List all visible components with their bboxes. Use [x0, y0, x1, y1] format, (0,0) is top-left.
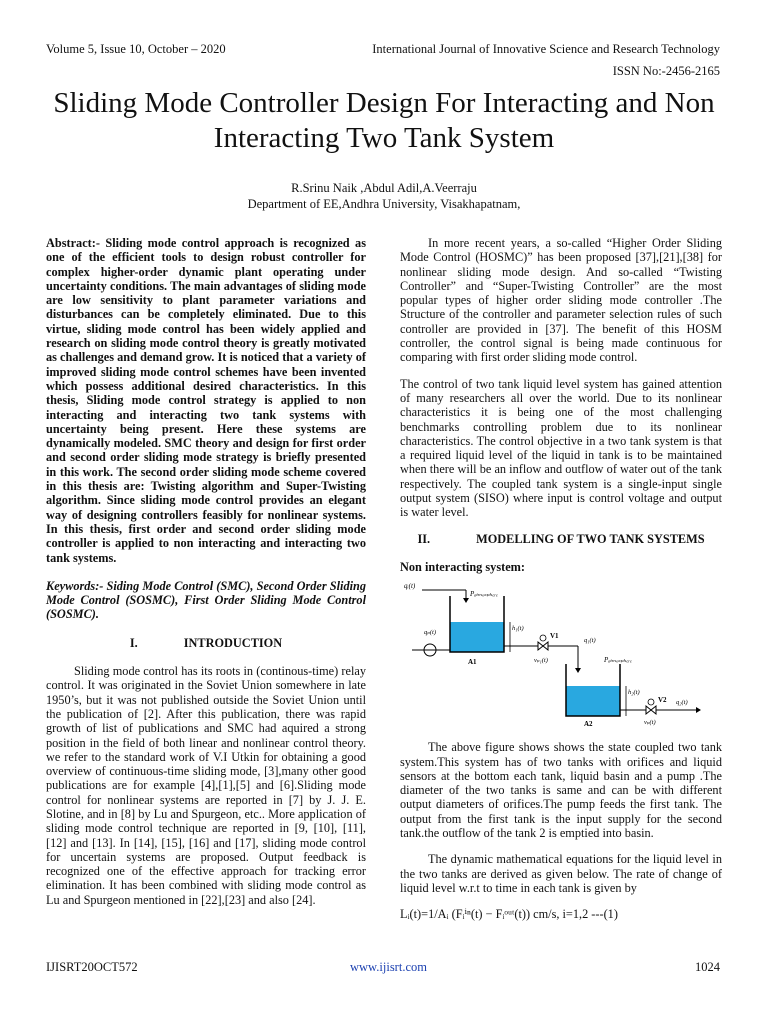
header-volume: Volume 5, Issue 10, October – 2020 — [46, 42, 226, 56]
label-v1: V1 — [550, 632, 559, 641]
equation-1: Lᵢ(t)=1/Aᵢ (Fᵢⁱⁿ(t) − Fᵢᵒᵘᵗ(t)) cm/s, i=1,2 ---(1) — [400, 907, 618, 922]
section-title: MODELLING OF TWO TANK SYSTEMS — [476, 531, 705, 546]
label-vp1: vₚ₁(t) — [534, 657, 548, 665]
affiliation: Department of EE,Andhra University, Visakhapatnam, — [247, 197, 521, 211]
label-a1: A1 — [468, 658, 477, 667]
section-number: II. — [417, 531, 431, 546]
label-q1: q₁(t) — [584, 637, 596, 645]
label-q2: q₂(t) — [676, 699, 688, 707]
author-block — [0, 180, 768, 212]
abstract: Abstract:- Sliding mode control approach is recognized as one of the efficient tools to design robust controller for complex higher-order dynamic plant operating under uncertainty conditions. The main advantages of sliding mode are low sensitivity to plant parameter variations and disturbances can be completely eliminated. Due to this virtue, sliding mode control has been widely applied and research on sliding mode control theory is greatly motivated as challenges and demand grow. It is noticed that a variety of improved sliding mode control schemes have been invented which possess additional desired characteristics. In this thesis, Sliding mode control strategy is applied to non interacting and interacting two tank systems with uncertainty being present. Here these systems are dynamically modeled. SMC theory and design for first order and second order sliding mode strategy is briefly presented in this work. The second order sliding mode scheme covered in this thesis are: Twisting algorithm and Super-Twisting algorithm. Since sliding mode control provides an elegant way of designing controllers feasibly for nonlinear systems. In this thesis, first order and second order sliding mode controller is applied to non interacting and interacting two tank systems. — [46, 236, 366, 565]
valve1-actuator-icon — [540, 635, 546, 641]
label-h1: h₁(t) — [512, 625, 524, 633]
keywords: Keywords:- Siding Mode Control (SMC), Second Order Sliding Mode Control (SOSMC), First Order Sliding Mode Control (SOSMC). — [46, 578, 366, 622]
header-journal: International Journal of Innovative Science and Research Technology — [372, 42, 720, 56]
intro-paragraph: Sliding mode control has its roots in (continous-time) relay control. It was originated in the Soviet Union somewhere in late 1950’s, but it was not published outside the Soviet Union until the publication of [2]. After this publication, there was rapid growth of list of publications and SMC had aquired a strong position in the field of both linear and nonlinear control theory. we refer to the standard work of V.I Utkin for obtaining a good overview of continuous-time sliding mode, [3],many other good publications are for example [4],[1],[5] and [6].Sliding mode control for nonlinear systems are reported in [7] by J. J. E. Slotine, and in [8] by Lu and Spurgeon, etc.. More application of sliding mode control technique are reported in [9, [10], [11], [12] and [13]. In [14], [15], [16] and [17], sliding mode control for uncertain systems are proposed. Output feedback is recognized one of the effective approach for tracking error elimination. It has been combined with sliding mode control as Lu and Spurgeon mentioned in [22],[23] and also [24]. — [46, 664, 366, 907]
section-number: I. — [129, 635, 138, 650]
paragraph-hosmc: In more recent years, a so-called “Higher Order Sliding Mode Control (HOSMC)” has been proposed [37],[21],[38] for nonlinear sliding mode design. And so-called “Twisting Controller” and “Super-Twisting Controller” are the most popular types of higher order sliding mode controller .The Structure of the controller and parameter selection rules of such controller are provided in [37]. The benefit of this HOSM controller, the control signal is being made continuous for comparing with first order sliding mode control. — [400, 236, 722, 365]
footer-paper-id: IJISRT20OCT572 — [46, 960, 138, 974]
label-qp: qₚ(t) — [424, 629, 436, 637]
left-column — [46, 236, 366, 919]
label-qi: qᵢ(t) — [404, 582, 416, 591]
authors: R.Srinu Naik ,Abdul Adil,A.Veerraju — [291, 181, 477, 195]
paper-title: Sliding Mode Controller Design For Interacting and Non Interacting Two Tank System — [53, 87, 715, 154]
tank2-water — [566, 686, 620, 716]
label-a2: A2 — [584, 720, 593, 729]
label-atm2: Pₐₜₘₒₛₚₕₑᵣₑ — [604, 656, 632, 665]
two-tank-diagram — [400, 578, 722, 728]
section-heading-modelling — [400, 532, 722, 546]
label-h2: h₂(t) — [628, 689, 640, 697]
label-vp2: vₚ(t) — [644, 719, 656, 727]
footer-website-link[interactable]: www.ijisrt.com — [350, 960, 427, 974]
header-issn: ISSN No:-2456-2165 — [612, 64, 720, 78]
section-title: INTRODUCTION — [183, 635, 283, 650]
paragraph-two-tank: The control of two tank liquid level system has gained attention of many researchers all over the world. Due to its nonlinear characteristics it is being one of the most challenging benchmarks controlling problem due to its nonlinear characteristics. The control objective in a two tank system is that a required liquid level of the liquid in tank is to be maintained when there will be an inflow and outflow of water out of the tank respectively. The coupled tank system is a single-input single output system (SISO) where input is control voltage and output is water level. — [400, 376, 722, 520]
label-atm1: Pₐₜₘₒₛₚₕₑᵣₑ — [470, 590, 498, 599]
valve2-actuator-icon — [648, 699, 654, 705]
paragraph-figure-description: The above figure shows shows the state coupled two tank system.This system has of two tanks with orifices and liquid sensors at the bottom each tank, liquid basin and a pump .The diameter of the two tanks is same and can be with different output diameters of orifices.The pump feeds the first tank. The output from the first tank is the input supply for the second tank.the outflow of the tank 2 is emptied into basin. — [400, 740, 722, 841]
diagram-background — [400, 578, 722, 728]
section-heading-introduction — [46, 636, 366, 650]
label-v2: V2 — [658, 696, 667, 705]
right-column — [400, 236, 722, 922]
tank1-water — [450, 622, 504, 652]
subsection-title: Non interacting system: — [400, 559, 525, 574]
footer-page-number: 1024 — [695, 960, 720, 974]
paragraph-dynamics: The dynamic mathematical equations for the liquid level in the two tanks are derived as given below. The rate of change of liquid level w.r.t to time in each tank is given by — [400, 852, 722, 895]
